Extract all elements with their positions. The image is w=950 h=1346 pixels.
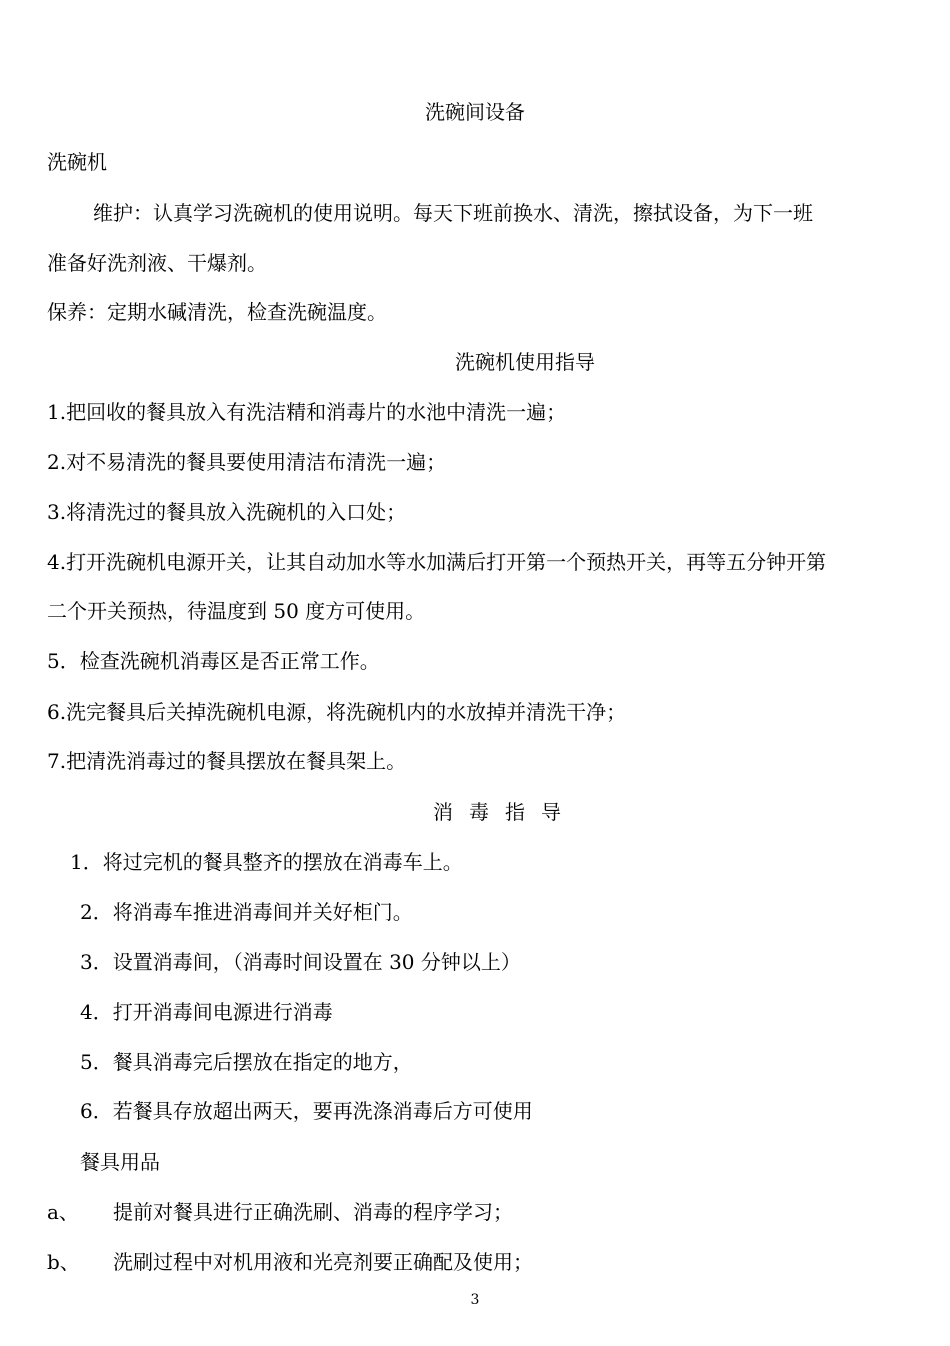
tableware-heading: 餐具用品 xyxy=(80,1150,160,1174)
guide-item-2: 2.对不易清洗的餐具要使用清洁布清洗一遍； xyxy=(47,450,447,474)
tableware-item-b xyxy=(47,1250,533,1274)
disinfect-item-5: 5．餐具消毒完后摆放在指定的地方， xyxy=(80,1050,413,1074)
list-marker-b: b、 xyxy=(47,1250,80,1274)
disinfect-item-6: 6．若餐具存放超出两天，要再洗涤消毒后方可使用 xyxy=(80,1099,533,1123)
tableware-item-a-text: 提前对餐具进行正确洗刷、消毒的程序学习； xyxy=(113,1200,513,1224)
guide-title: 洗碗机使用指导 xyxy=(455,350,595,374)
guide-item-1: 1.把回收的餐具放入有洗洁精和消毒片的水池中清洗一遍； xyxy=(47,400,567,424)
guide-item-4-line-1: 4.打开洗碗机电源开关，让其自动加水等水加满后打开第一个预热开关，再等五分钟开第 xyxy=(47,550,827,574)
upkeep-paragraph: 保养：定期水碱清洗，检查洗碗温度。 xyxy=(47,300,387,324)
disinfect-title: 消毒指导 xyxy=(433,800,577,824)
guide-item-4-line-2: 二个开关预热，待温度到 50 度方可使用。 xyxy=(47,599,426,623)
maintenance-paragraph-line-2: 准备好洗剂液、干爆剂。 xyxy=(47,251,267,275)
disinfect-item-4: 4．打开消毒间电源进行消毒 xyxy=(80,1000,333,1024)
tableware-item-a xyxy=(47,1200,513,1224)
guide-item-7: 7.把清洗消毒过的餐具摆放在餐具架上。 xyxy=(47,749,407,773)
page-title: 洗碗间设备 xyxy=(425,100,525,124)
tableware-item-b-text: 洗刷过程中对机用液和光亮剂要正确配及使用； xyxy=(113,1250,533,1274)
list-marker-a: a、 xyxy=(47,1200,79,1224)
guide-item-5: 5．检查洗碗机消毒区是否正常工作。 xyxy=(47,649,380,673)
disinfect-item-3: 3．设置消毒间，（消毒时间设置在 30 分钟以上） xyxy=(80,950,521,974)
section-heading-dishwasher: 洗碗机 xyxy=(47,150,107,174)
disinfect-item-1: 1．将过完机的餐具整齐的摆放在消毒车上。 xyxy=(70,850,463,874)
disinfect-item-2: 2．将消毒车推进消毒间并关好柜门。 xyxy=(80,900,413,924)
maintenance-paragraph-line-1: 维护：认真学习洗碗机的使用说明。每天下班前换水、清洗，擦拭设备，为下一班 xyxy=(93,201,813,225)
guide-item-6: 6.洗完餐具后关掉洗碗机电源，将洗碗机内的水放掉并清洗干净； xyxy=(47,700,627,724)
page-number: 3 xyxy=(470,1292,480,1308)
guide-item-3: 3.将清洗过的餐具放入洗碗机的入口处； xyxy=(47,500,407,524)
